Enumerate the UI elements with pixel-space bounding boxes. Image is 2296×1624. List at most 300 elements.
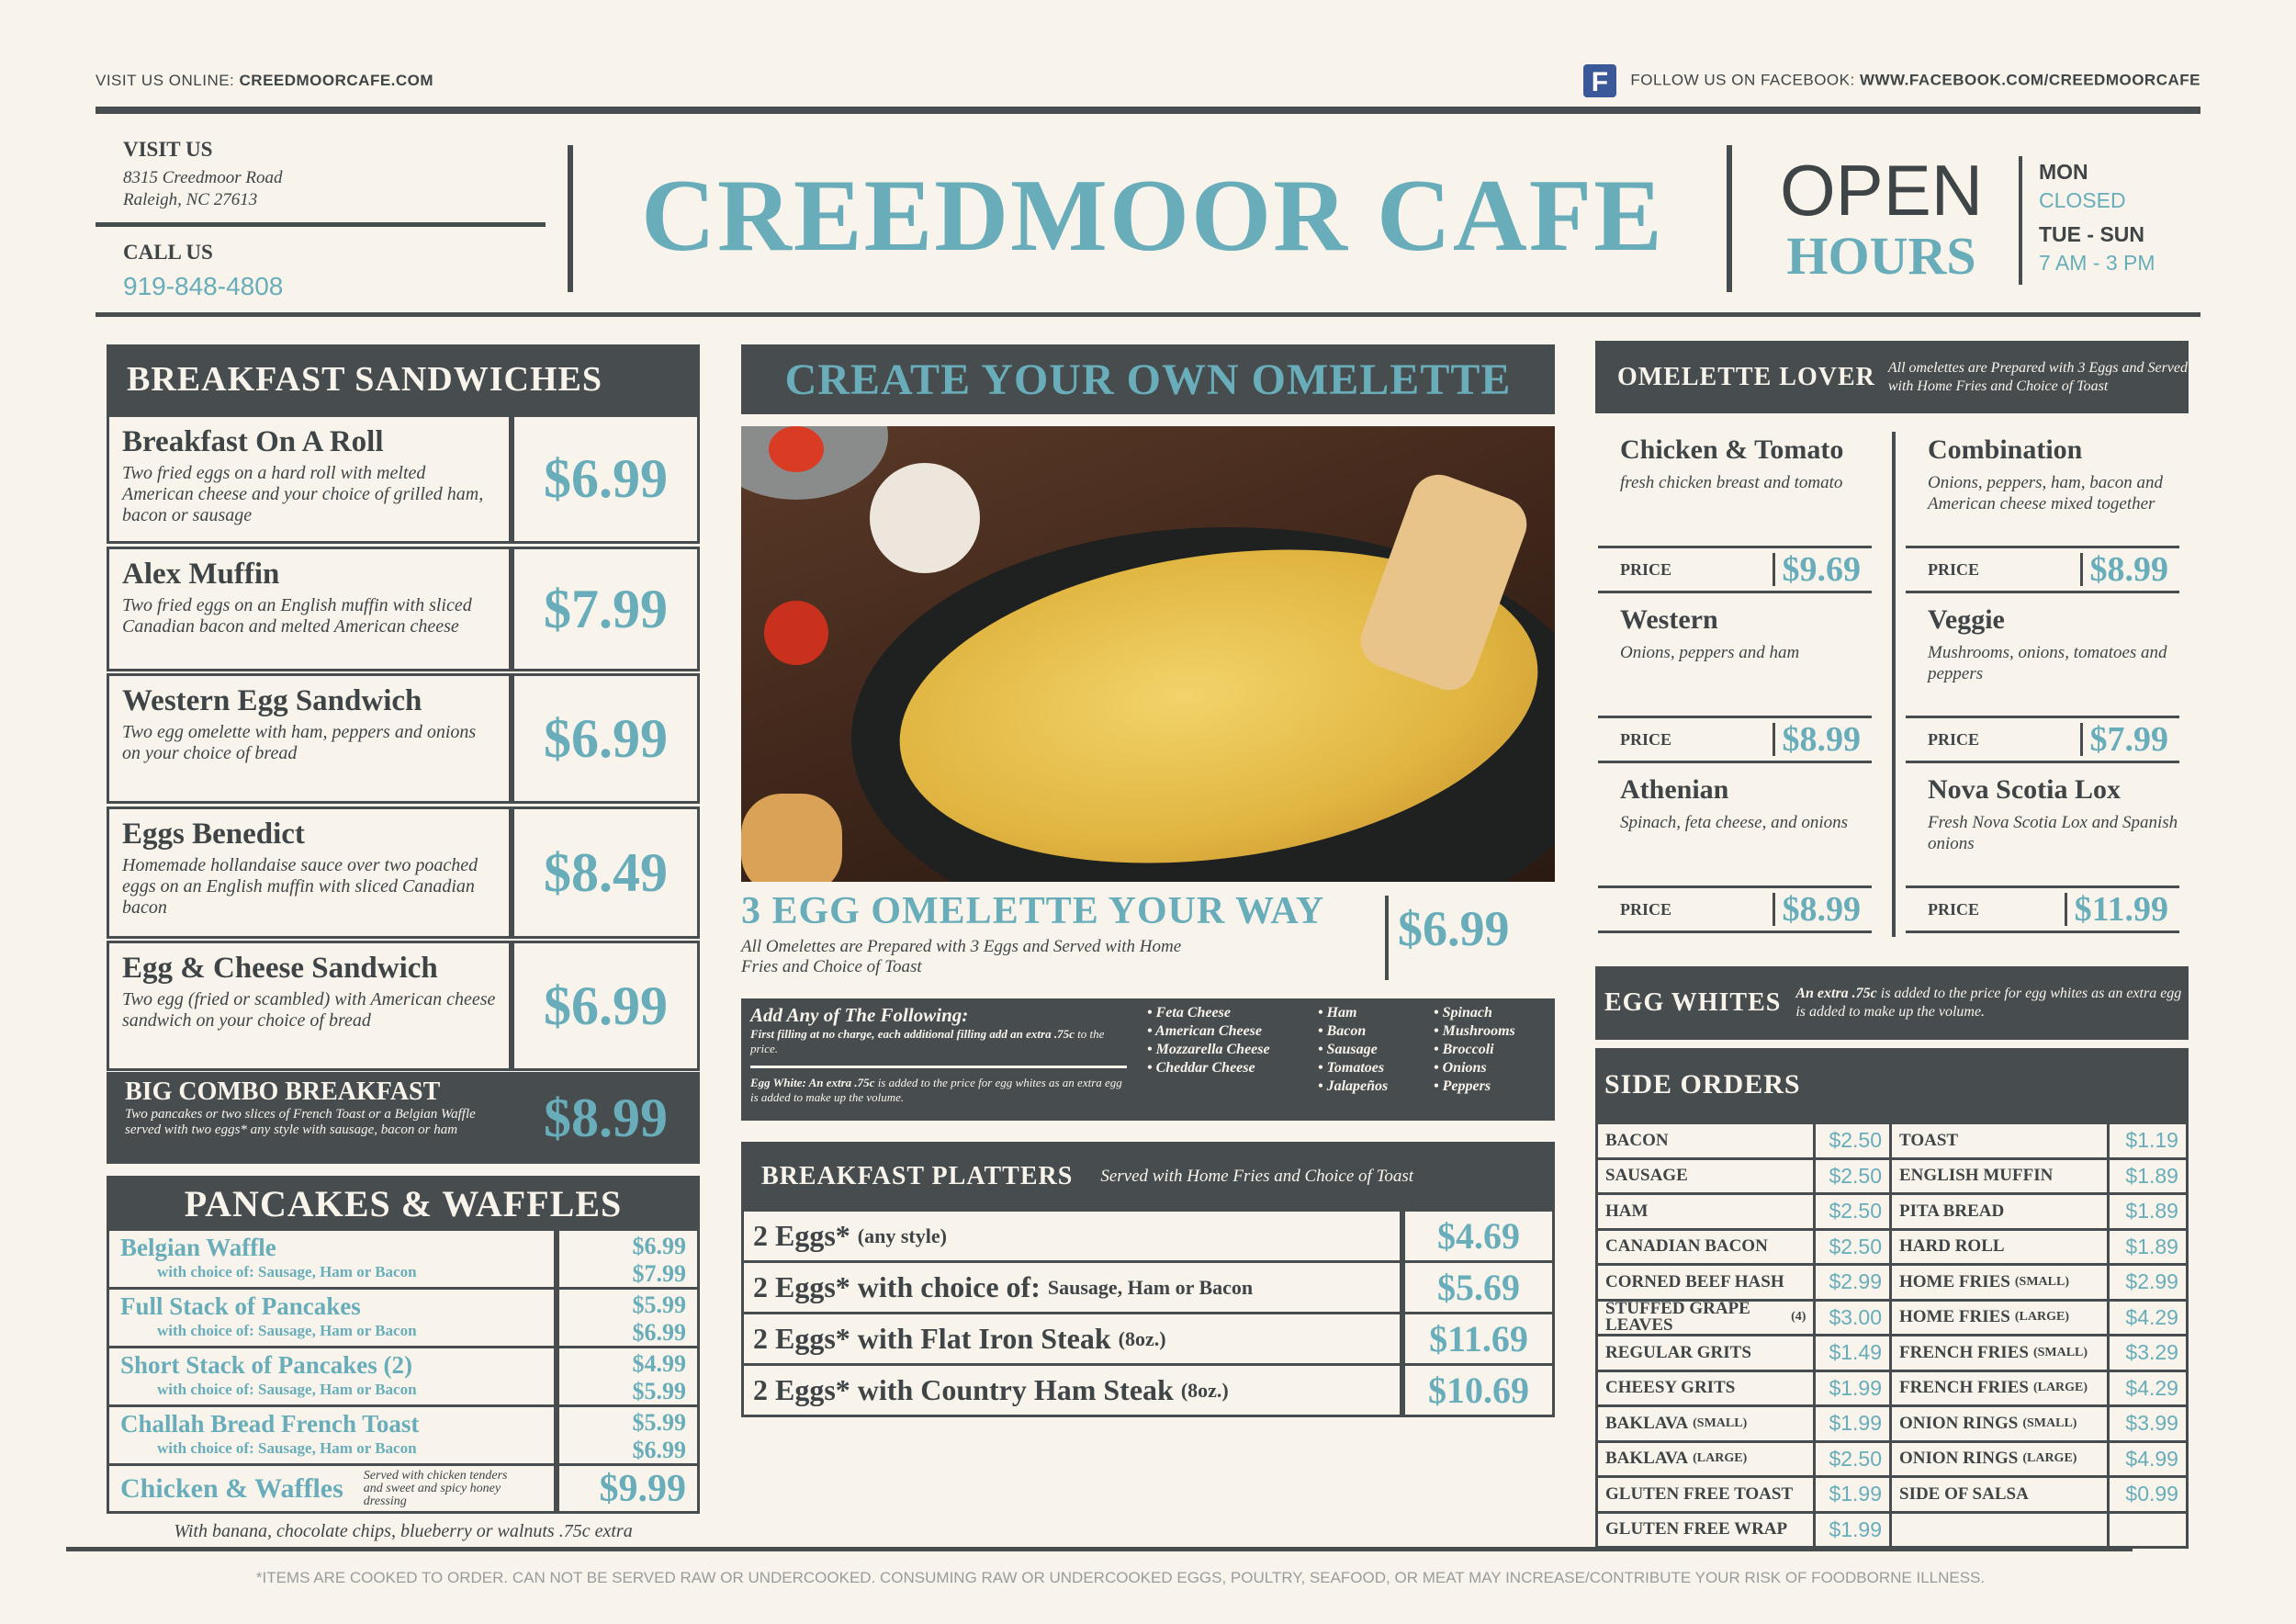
side-item-price: $4.29 bbox=[2125, 1375, 2178, 1400]
side-item-size: (SMALL) bbox=[2022, 1415, 2077, 1430]
side-item-price: $2.99 bbox=[2125, 1269, 2178, 1294]
day-mon: MON bbox=[2039, 160, 2088, 184]
side-item-label: HOME FRIES bbox=[1899, 1271, 2010, 1291]
side-item-name[interactable] bbox=[1598, 1266, 1816, 1299]
fillings-charge-bold: First filling at no charge, each additional filling add an extra .75c bbox=[750, 1027, 1075, 1041]
egg-white-note: is added to the price for egg whites as an extra egg is added to make up the volume. bbox=[750, 1076, 1122, 1104]
pancakes-header bbox=[107, 1176, 700, 1231]
price-label: PRICE bbox=[1620, 899, 1672, 919]
sandwich-description: Two fried eggs on an English muffin with sliced Canadian bacon and melted American cheese bbox=[122, 595, 472, 637]
side-item-name[interactable] bbox=[1598, 1443, 1816, 1476]
pancake-option: with choice of: Sausage, Ham or Bacon bbox=[157, 1439, 417, 1457]
hours-divider bbox=[2019, 156, 2022, 285]
omelette-item[interactable] bbox=[1906, 434, 2179, 593]
sandwich-name: Breakfast On A Roll bbox=[122, 425, 384, 458]
top-divider bbox=[96, 107, 2200, 114]
chicken-waffles-description: Served with chicken tenders and sweet and spicy honey dressing bbox=[363, 1468, 508, 1508]
pancake-item[interactable] bbox=[107, 1231, 700, 1290]
omelette-lover-description: All omelettes are Prepared with 3 Eggs and Served with Home Fries and Choice of Toast bbox=[1887, 359, 2188, 394]
combo-price: $8.99 bbox=[544, 1087, 668, 1148]
egg-whites-note-bold: An extra .75c bbox=[1795, 986, 1877, 1001]
side-item-name[interactable] bbox=[1892, 1266, 2110, 1299]
side-item-price bbox=[2110, 1514, 2186, 1547]
side-item-name[interactable] bbox=[1892, 1336, 2110, 1370]
call-us-title: CALL US bbox=[123, 241, 213, 264]
footer-divider bbox=[66, 1547, 2133, 1551]
platter-name: 2 Eggs* with Country Ham Steak bbox=[753, 1373, 1174, 1406]
filling-option[interactable]: • Bacon bbox=[1318, 1023, 1367, 1039]
sandwich-name: Eggs Benedict bbox=[122, 818, 305, 851]
side-item-price: $1.99 bbox=[1816, 1372, 1892, 1405]
side-order-row bbox=[1598, 1124, 2186, 1160]
omelette-title: CREATE YOUR OWN OMELETTE bbox=[784, 355, 1512, 404]
filling-label: Feta Cheese bbox=[1155, 1005, 1231, 1021]
side-item-name[interactable] bbox=[1598, 1231, 1816, 1264]
facebook-link[interactable]: WWW.FACEBOOK.COM/CREEDMOORCAFE bbox=[1859, 71, 2200, 89]
tue-sun-hours: 7 AM - 3 PM bbox=[2039, 251, 2155, 275]
platter-item[interactable] bbox=[741, 1366, 1555, 1417]
side-item-price: $1.19 bbox=[2125, 1128, 2178, 1153]
side-item-size: (LARGE) bbox=[2022, 1451, 2077, 1466]
filling-option[interactable]: • Onions bbox=[1434, 1060, 1487, 1076]
sandwich-price: $6.99 bbox=[509, 676, 697, 801]
side-item-name[interactable] bbox=[1598, 1124, 1816, 1157]
pancake-option: with choice of: Sausage, Ham or Bacon bbox=[157, 1381, 417, 1398]
filling-option[interactable]: • Mushrooms bbox=[1434, 1023, 1515, 1039]
side-item-name[interactable] bbox=[1598, 1160, 1816, 1193]
platter-detail: (8oz.) bbox=[1180, 1378, 1229, 1402]
sandwich-description: Two fried eggs on a hard roll with melted American cheese and your choice of grilled ham, bacon or sausage bbox=[122, 463, 484, 525]
header-bottom-divider bbox=[96, 312, 2200, 317]
filling-label: Peppers bbox=[1442, 1078, 1491, 1094]
omelette-price-row bbox=[1906, 885, 2179, 933]
omelette-lover-title: OMELETTE LOVER bbox=[1617, 362, 1875, 391]
filling-option[interactable]: • Cheddar Cheese bbox=[1147, 1060, 1255, 1076]
toppings-note: With banana, chocolate chips, blueberry or walnuts .75c extra bbox=[174, 1521, 633, 1541]
platter-item[interactable] bbox=[741, 1212, 1555, 1263]
omelette-price: $8.99 bbox=[2080, 553, 2169, 586]
omelette-item[interactable] bbox=[1598, 603, 1872, 763]
omelette-price: $6.99 bbox=[1398, 901, 1510, 956]
omelette-item[interactable] bbox=[1598, 773, 1872, 933]
pancake-prices bbox=[559, 1348, 697, 1404]
pancake-text bbox=[109, 1290, 559, 1346]
side-item-label: SIDE OF SALSA bbox=[1899, 1483, 2029, 1504]
omelette-price: $9.69 bbox=[1773, 553, 1862, 586]
pancake-name: Full Stack of Pancakes bbox=[120, 1292, 361, 1320]
side-item-size: (4) bbox=[1791, 1310, 1806, 1325]
side-item-label: GLUTEN FREE WRAP bbox=[1605, 1519, 1788, 1539]
side-item-label: SAUSAGE bbox=[1605, 1166, 1688, 1186]
hours-label: HOURS bbox=[1786, 226, 1976, 286]
side-item-price: $1.49 bbox=[1816, 1336, 1892, 1370]
side-item-name[interactable] bbox=[1598, 1299, 1816, 1336]
filling-label: Jalapeños bbox=[1326, 1078, 1389, 1094]
pancake-price-with-meat: $7.99 bbox=[632, 1260, 686, 1287]
pancake-name: Short Stack of Pancakes (2) bbox=[120, 1351, 412, 1379]
sandwich-item[interactable] bbox=[107, 941, 700, 1071]
sandwich-price: $7.99 bbox=[509, 549, 697, 669]
filling-label: Broccoli bbox=[1442, 1042, 1494, 1057]
filling-option[interactable]: • Peppers bbox=[1434, 1078, 1491, 1094]
platter-price: $11.69 bbox=[1429, 1318, 1528, 1359]
platter-item[interactable] bbox=[741, 1263, 1555, 1314]
side-item-label: HOME FRIES bbox=[1899, 1307, 2010, 1327]
side-item-label: BAKLAVA bbox=[1605, 1449, 1689, 1469]
hours-table bbox=[2039, 158, 2155, 277]
filling-option[interactable]: • American Cheese bbox=[1147, 1023, 1263, 1039]
side-item-label: STUFFED GRAPE LEAVES bbox=[1605, 1299, 1750, 1336]
facebook-icon[interactable]: F bbox=[1583, 64, 1616, 97]
filling-option[interactable]: • Ham bbox=[1318, 1005, 1357, 1021]
filling-label: American Cheese bbox=[1155, 1023, 1263, 1039]
pancake-item[interactable] bbox=[107, 1348, 700, 1407]
omelette-price-row bbox=[1906, 716, 2179, 763]
address-line-1: 8315 Creedmoor Road bbox=[123, 168, 283, 187]
omelette-price-divider bbox=[1385, 896, 1389, 980]
side-order-row bbox=[1598, 1231, 2186, 1267]
platter-price: $10.69 bbox=[1428, 1370, 1529, 1411]
platter-text bbox=[744, 1314, 1405, 1363]
omelette-description: Spinach, feta cheese, and onions bbox=[1620, 813, 1849, 832]
side-item-name[interactable] bbox=[1892, 1302, 2110, 1335]
side-item-name[interactable] bbox=[1598, 1372, 1816, 1405]
sandwich-item[interactable] bbox=[107, 414, 700, 544]
platter-text bbox=[744, 1366, 1405, 1415]
pancake-item[interactable] bbox=[107, 1290, 700, 1348]
side-item-size: (SMALL) bbox=[2014, 1274, 2069, 1289]
side-item-label: HARD ROLL bbox=[1899, 1236, 2005, 1257]
sandwich-text bbox=[109, 417, 509, 541]
side-item-price: $1.89 bbox=[2125, 1234, 2178, 1258]
platter-text bbox=[744, 1212, 1405, 1260]
platter-detail: Sausage, Ham or Bacon bbox=[1047, 1275, 1254, 1299]
side-item-name[interactable] bbox=[1892, 1195, 2110, 1228]
chicken-waffles-price: $9.99 bbox=[599, 1468, 686, 1510]
sandwich-description: Homemade hollandaise sauce over two poached eggs on an English muffin with sliced Canadian bacon bbox=[122, 855, 478, 918]
price-label: PRICE bbox=[1620, 729, 1672, 749]
side-item-name[interactable] bbox=[1892, 1124, 2110, 1157]
side-item-label: BAKLAVA bbox=[1605, 1413, 1689, 1433]
combo-description: Two pancakes or two slices of French Toast or a Belgian Waffle served with two eggs* any style with sausage, bacon or ham bbox=[125, 1107, 476, 1137]
side-item-price: $3.29 bbox=[2125, 1340, 2178, 1365]
filling-label: Mozzarella Cheese bbox=[1155, 1042, 1270, 1057]
omelette-price: $7.99 bbox=[2080, 723, 2169, 756]
open-label: OPEN bbox=[1780, 150, 1984, 231]
filling-label: Spinach bbox=[1442, 1005, 1492, 1021]
day-tue-sun: TUE - SUN bbox=[2039, 222, 2144, 246]
sandwich-name: Alex Muffin bbox=[122, 558, 280, 591]
phone-number[interactable]: 919-848-4808 bbox=[123, 272, 284, 300]
add-fillings-title: Add Any of The Following: bbox=[750, 1004, 969, 1026]
omelette-price-row bbox=[1598, 885, 1872, 933]
side-item-label: GLUTEN FREE TOAST bbox=[1605, 1483, 1794, 1504]
omelette-your-way-title: 3 EGG OMELETTE YOUR WAY bbox=[741, 890, 1325, 932]
omelette-name: Western bbox=[1620, 604, 1718, 635]
platter-price: $4.69 bbox=[1437, 1215, 1520, 1257]
side-order-row bbox=[1598, 1407, 2186, 1443]
omelette-name: Nova Scotia Lox bbox=[1928, 774, 2121, 805]
side-item-label: PITA BREAD bbox=[1899, 1201, 2005, 1221]
sandwich-item[interactable] bbox=[107, 547, 700, 671]
egg-whites-box bbox=[1595, 966, 2189, 1040]
side-item-price: $1.89 bbox=[2125, 1199, 2178, 1224]
platter-item[interactable] bbox=[741, 1314, 1555, 1366]
platter-detail: (any style) bbox=[857, 1224, 947, 1247]
visit-us-title: VISIT US bbox=[123, 138, 213, 161]
visit-us-block bbox=[123, 138, 282, 211]
side-item-price: $2.50 bbox=[1816, 1231, 1892, 1264]
omelette-lover-header bbox=[1595, 341, 2189, 413]
side-item-price: $3.99 bbox=[2125, 1411, 2178, 1436]
side-item-label: FRENCH FRIES bbox=[1899, 1342, 2029, 1362]
omelette-name: Combination bbox=[1928, 434, 2083, 465]
side-item-price: $2.50 bbox=[1816, 1195, 1892, 1228]
side-item-size: (SMALL) bbox=[1693, 1415, 1748, 1430]
pancake-text bbox=[109, 1231, 559, 1287]
filling-option[interactable]: • Broccoli bbox=[1434, 1042, 1494, 1057]
side-item-price: $3.00 bbox=[1816, 1302, 1892, 1335]
omelette-name: Athenian bbox=[1620, 774, 1729, 805]
pancakes-list bbox=[107, 1231, 700, 1514]
side-item-price: $0.99 bbox=[2125, 1482, 2178, 1506]
facebook-label: FOLLOW US ON FACEBOOK: bbox=[1630, 71, 1855, 89]
sandwich-price: $6.99 bbox=[509, 417, 697, 541]
fillings-info bbox=[750, 1004, 1127, 1115]
omelette-header bbox=[741, 344, 1555, 414]
visit-online-label: VISIT US ONLINE: bbox=[96, 72, 235, 89]
side-item-name[interactable] bbox=[1892, 1231, 2110, 1264]
filling-option[interactable]: • Feta Cheese bbox=[1147, 1005, 1231, 1021]
platters-title: BREAKFAST PLATTERS bbox=[761, 1162, 1074, 1190]
combo-name: BIG COMBO BREAKFAST bbox=[125, 1077, 441, 1106]
side-item-name[interactable] bbox=[1892, 1407, 2110, 1440]
side-orders-title: SIDE ORDERS bbox=[1604, 1069, 1801, 1100]
omelette-item[interactable] bbox=[1906, 603, 2179, 763]
side-item-name[interactable] bbox=[1892, 1160, 2110, 1193]
side-order-row bbox=[1598, 1443, 2186, 1479]
pancake-price: $5.99 bbox=[632, 1409, 686, 1436]
side-item-price: $2.50 bbox=[1816, 1160, 1892, 1193]
omelette-price-row bbox=[1598, 716, 1872, 763]
side-item-price: $1.99 bbox=[1816, 1407, 1892, 1440]
platters-subtitle: Served with Home Fries and Choice of Toast bbox=[1100, 1167, 1414, 1186]
breakfast-sandwiches-title: BREAKFAST SANDWICHES bbox=[127, 360, 602, 399]
call-us-block bbox=[123, 241, 283, 301]
side-order-row bbox=[1598, 1478, 2186, 1514]
platter-text bbox=[744, 1263, 1405, 1312]
sandwich-price: $6.99 bbox=[509, 943, 697, 1068]
side-item-price: $2.50 bbox=[1816, 1443, 1892, 1476]
filling-option[interactable]: • Sausage bbox=[1318, 1042, 1378, 1057]
side-order-row bbox=[1598, 1160, 2186, 1196]
omelette-price-row bbox=[1598, 546, 1872, 593]
side-item-label: BACON bbox=[1605, 1130, 1669, 1150]
pancake-price: $5.99 bbox=[632, 1291, 686, 1318]
filling-label: Cheddar Cheese bbox=[1155, 1060, 1255, 1076]
side-item-name[interactable] bbox=[1598, 1195, 1816, 1228]
side-item-size: (LARGE) bbox=[2014, 1310, 2069, 1325]
garlic-image bbox=[870, 463, 980, 573]
filling-option[interactable]: • Spinach bbox=[1434, 1005, 1492, 1021]
big-combo-breakfast[interactable] bbox=[107, 1072, 700, 1164]
pancake-price-with-meat: $5.99 bbox=[632, 1378, 686, 1404]
platter-name: 2 Eggs* bbox=[753, 1219, 850, 1252]
platter-name: 2 Eggs* with Flat Iron Steak bbox=[753, 1322, 1111, 1355]
side-item-name[interactable] bbox=[1892, 1372, 2110, 1405]
filling-option[interactable]: • Mozzarella Cheese bbox=[1147, 1042, 1270, 1057]
platters-list bbox=[741, 1212, 1555, 1417]
filling-label: Tomatoes bbox=[1326, 1060, 1385, 1076]
side-item-size: (LARGE) bbox=[1693, 1451, 1748, 1466]
side-order-row bbox=[1598, 1514, 2186, 1550]
address-line-2: Raleigh, NC 27613 bbox=[123, 190, 258, 209]
website-line bbox=[96, 72, 433, 90]
sandwich-name: Western Egg Sandwich bbox=[122, 684, 422, 717]
sandwich-name: Egg & Cheese Sandwich bbox=[122, 952, 438, 985]
pancakes-title: PANCAKES & WAFFLES bbox=[184, 1182, 623, 1224]
price-label: PRICE bbox=[1928, 899, 1980, 919]
chicken-waffles-name: Chicken & Waffles bbox=[120, 1472, 343, 1504]
platters-header bbox=[741, 1142, 1555, 1212]
side-item-price: $1.89 bbox=[2125, 1163, 2178, 1188]
side-order-row bbox=[1598, 1266, 2186, 1302]
side-item-name[interactable] bbox=[1598, 1407, 1816, 1440]
side-order-row bbox=[1598, 1195, 2186, 1231]
open-hours-logo bbox=[1780, 150, 1984, 287]
omelette-name: Veggie bbox=[1928, 604, 2005, 635]
omelette-price: $8.99 bbox=[1773, 723, 1862, 756]
fillings-divider bbox=[750, 1066, 1127, 1068]
side-item-size: (SMALL) bbox=[2032, 1345, 2088, 1359]
side-item-label: TOAST bbox=[1899, 1130, 1959, 1150]
price-label: PRICE bbox=[1928, 559, 1980, 579]
side-item-price: $4.29 bbox=[2125, 1304, 2178, 1329]
chicken-waffles-item[interactable] bbox=[107, 1466, 700, 1514]
filling-label: Ham bbox=[1326, 1005, 1357, 1021]
side-order-row bbox=[1598, 1299, 2186, 1337]
side-item-price: $2.50 bbox=[1816, 1124, 1892, 1157]
side-item-name[interactable] bbox=[1598, 1478, 1816, 1511]
omelette-price: $11.99 bbox=[2065, 893, 2168, 926]
tomato-image bbox=[769, 426, 824, 472]
pancake-prices bbox=[559, 1407, 697, 1463]
side-item-label: ONION RINGS bbox=[1899, 1413, 2019, 1433]
omelette-price: $8.99 bbox=[1773, 893, 1862, 926]
filling-option[interactable]: • Tomatoes bbox=[1318, 1060, 1385, 1076]
pancake-name: Challah Bread French Toast bbox=[120, 1410, 420, 1438]
pancake-text bbox=[109, 1407, 559, 1463]
side-item-name[interactable] bbox=[1892, 1514, 2110, 1547]
filling-option[interactable]: • Jalapeños bbox=[1318, 1078, 1389, 1094]
pancake-price-with-meat: $6.99 bbox=[632, 1437, 686, 1463]
omelette-item[interactable] bbox=[1598, 434, 1872, 593]
pancake-prices bbox=[559, 1231, 697, 1287]
side-order-row bbox=[1598, 1336, 2186, 1372]
omelette-photo bbox=[741, 426, 1555, 882]
pancake-prices bbox=[559, 1290, 697, 1346]
omelette-description: Onions, peppers and ham bbox=[1620, 643, 1800, 662]
pancake-item[interactable] bbox=[107, 1407, 700, 1466]
filling-label: Onions bbox=[1442, 1060, 1487, 1076]
side-orders-table bbox=[1595, 1122, 2189, 1549]
sandwich-text bbox=[109, 549, 509, 669]
sandwich-text bbox=[109, 809, 509, 936]
side-item-label: CORNED BEEF HASH bbox=[1605, 1271, 1784, 1291]
side-item-name[interactable] bbox=[1598, 1336, 1816, 1370]
facebook-line bbox=[1583, 64, 2200, 97]
omelette-price-row bbox=[1906, 546, 2179, 593]
side-item-label: FRENCH FRIES bbox=[1899, 1378, 2029, 1398]
sandwich-item[interactable] bbox=[107, 806, 700, 939]
sandwich-text bbox=[109, 943, 509, 1068]
side-item-label: CHEESY GRITS bbox=[1605, 1378, 1736, 1398]
egg-whites-title: EGG WHITES bbox=[1604, 988, 1782, 1017]
side-item-price: $2.99 bbox=[1816, 1266, 1892, 1299]
omelette-your-way-description: All Omelettes are Prepared with 3 Eggs and Served with Home Fries and Choice of Toast bbox=[741, 937, 1182, 976]
side-item-price: $1.99 bbox=[1816, 1514, 1892, 1547]
header-divider-2 bbox=[1727, 145, 1732, 292]
food-safety-disclaimer: *ITEMS ARE COOKED TO ORDER. CAN NOT BE SERVED RAW OR UNDERCOOKED. CONSUMING RAW OR UNDERCOOKED EGGS, POULTRY, SEAFOOD, OR MEAT MAY INCREASE/CONTRIBUTE YOUR RISK OF FOODBORNE ILLNESS. bbox=[255, 1569, 1986, 1586]
side-orders-header bbox=[1595, 1048, 2189, 1122]
pancake-price: $6.99 bbox=[632, 1233, 686, 1259]
mon-status: CLOSED bbox=[2039, 188, 2126, 212]
sandwich-price: $8.49 bbox=[509, 809, 697, 936]
header-divider-1 bbox=[568, 145, 573, 292]
price-label: PRICE bbox=[1928, 729, 1980, 749]
omelette-item[interactable] bbox=[1906, 773, 2179, 933]
breakfast-sandwiches-header bbox=[107, 344, 700, 414]
filling-label: Sausage bbox=[1326, 1042, 1378, 1057]
sandwich-item[interactable] bbox=[107, 673, 700, 804]
pancake-price: $4.99 bbox=[632, 1350, 686, 1377]
header-left-divider bbox=[96, 222, 546, 227]
side-item-label: ENGLISH MUFFIN bbox=[1899, 1166, 2054, 1186]
sandwich-text bbox=[109, 676, 509, 801]
pancake-option: with choice of: Sausage, Ham or Bacon bbox=[157, 1322, 417, 1339]
fillings-charge: to the price. bbox=[750, 1027, 1105, 1055]
website-link[interactable]: CREEDMOORCAFE.COM bbox=[239, 72, 434, 89]
side-item-price: $4.99 bbox=[2125, 1446, 2178, 1471]
side-item-size: (LARGE) bbox=[2032, 1381, 2088, 1395]
omelette-description: fresh chicken breast and tomato bbox=[1620, 473, 1843, 492]
side-item-label: ONION RINGS bbox=[1899, 1449, 2019, 1469]
side-item-name[interactable] bbox=[1892, 1478, 2110, 1511]
filling-label: Mushrooms bbox=[1442, 1023, 1515, 1039]
omelette-grid-divider bbox=[1892, 432, 1896, 937]
side-item-price: $1.99 bbox=[1816, 1478, 1892, 1511]
pancake-text bbox=[109, 1348, 559, 1404]
add-fillings-box bbox=[741, 998, 1555, 1121]
side-item-name[interactable] bbox=[1892, 1443, 2110, 1476]
side-item-label: REGULAR GRITS bbox=[1605, 1342, 1751, 1362]
platter-name: 2 Eggs* with choice of: bbox=[753, 1270, 1041, 1303]
price-label: PRICE bbox=[1620, 559, 1672, 579]
omelette-name: Chicken & Tomato bbox=[1620, 434, 1844, 465]
pancake-name: Belgian Waffle bbox=[120, 1234, 276, 1261]
cherry-tomato-image bbox=[764, 601, 828, 665]
egg-white-note-bold: Egg White: An extra .75c bbox=[750, 1076, 875, 1089]
sandwich-description: Two egg omelette with ham, peppers and onions on your choice of bread bbox=[122, 722, 477, 763]
side-item-name[interactable] bbox=[1598, 1514, 1816, 1547]
platter-price: $5.69 bbox=[1437, 1267, 1520, 1308]
side-order-row bbox=[1598, 1372, 2186, 1408]
side-item-label: CANADIAN BACON bbox=[1605, 1236, 1768, 1257]
platter-detail: (8oz.) bbox=[1118, 1326, 1166, 1350]
potato-image bbox=[741, 794, 842, 882]
pancake-option: with choice of: Sausage, Ham or Bacon bbox=[157, 1263, 417, 1280]
fillings-list bbox=[1147, 1004, 1544, 1115]
